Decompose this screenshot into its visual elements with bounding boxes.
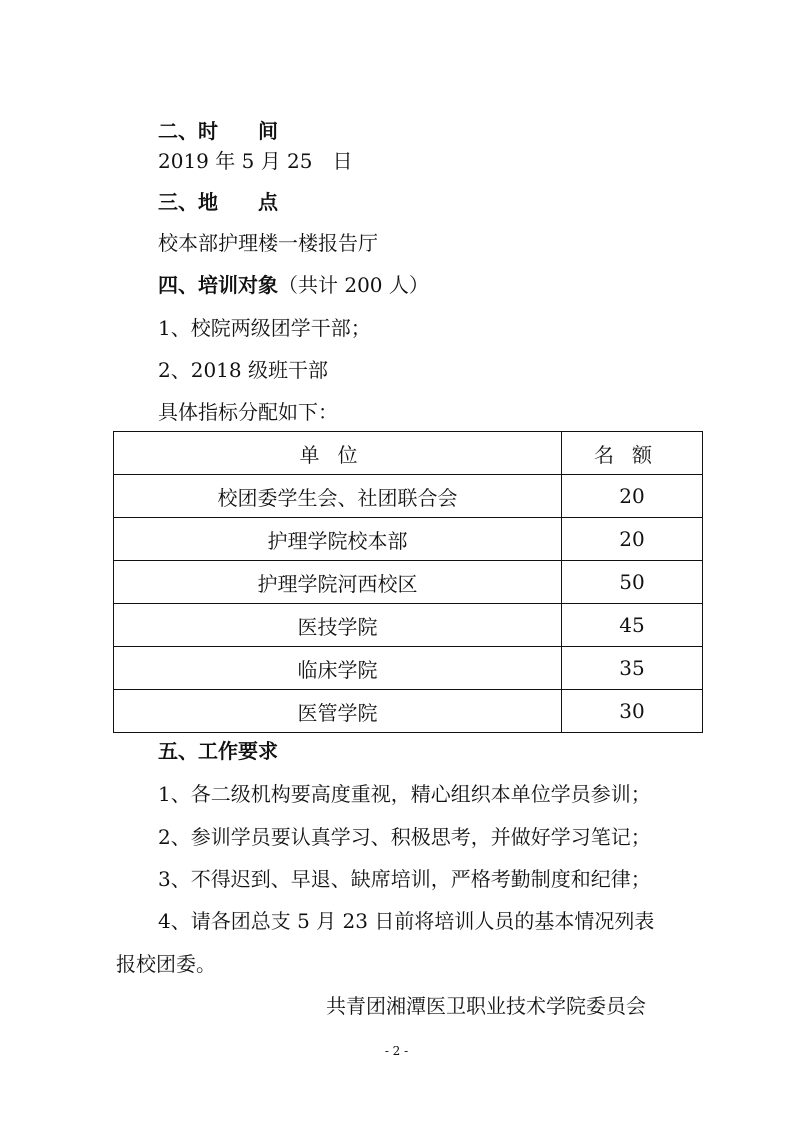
audience-item-2: 2、2018 级班干部 (158, 358, 328, 382)
audience-item-1: 1、校院两级团学干部； (158, 316, 371, 340)
requirement-item-4-continued: 报校团委。 (116, 952, 216, 976)
table-row (114, 690, 703, 733)
time-value: 2019 年 5 月 25 日 (158, 149, 353, 173)
table-header-row (114, 432, 703, 475)
place-value: 校本部护理楼一楼报告厅 (158, 231, 378, 255)
table-cell-unit: 校团委学生会、社团联合会 (114, 475, 562, 518)
table-cell-unit: 护理学院校本部 (114, 518, 562, 561)
table-cell-quota: 20 (562, 518, 703, 561)
allocation-table (113, 431, 703, 733)
audience-total-note: （共计 200 人） (278, 273, 429, 297)
requirement-item-1: 1、各二级机构要高度重视，精心组织本单位学员参训； (158, 782, 651, 806)
table-row (114, 647, 703, 690)
requirement-item-2: 2、参训学员要认真学习、积极思考，并做好学习笔记； (158, 825, 651, 849)
section-heading-audience-row (158, 273, 429, 297)
table-cell-quota: 35 (562, 647, 703, 690)
table-row (114, 475, 703, 518)
section-heading-place: 三、地 点 (158, 190, 278, 214)
signature: 共青团湘潭医卫职业技术学院委员会 (326, 994, 646, 1018)
requirement-item-3: 3、不得迟到、早退、缺席培训，严格考勤制度和纪律； (158, 867, 651, 891)
section-heading-audience: 四、培训对象 (158, 273, 278, 297)
table-row (114, 561, 703, 604)
table-cell-unit: 临床学院 (114, 647, 562, 690)
table-cell-unit: 护理学院河西校区 (114, 561, 562, 604)
table-row (114, 604, 703, 647)
table-header-quota: 名额 (562, 432, 703, 475)
table-row (114, 518, 703, 561)
table-intro: 具体指标分配如下： (158, 400, 338, 424)
table-cell-unit: 医管学院 (114, 690, 562, 733)
table-cell-quota: 30 (562, 690, 703, 733)
section-heading-requirements: 五、工作要求 (158, 739, 278, 763)
table-cell-unit: 医技学院 (114, 604, 562, 647)
table-cell-quota: 20 (562, 475, 703, 518)
table-cell-quota: 50 (562, 561, 703, 604)
table-cell-quota: 45 (562, 604, 703, 647)
table-header-unit: 单位 (114, 432, 562, 475)
section-heading-time: 二、时 间 (158, 119, 278, 143)
requirement-item-4: 4、请各团总支 5 月 23 日前将培训人员的基本情况列表 (158, 909, 655, 933)
page-number: - 2 - (384, 1044, 409, 1058)
